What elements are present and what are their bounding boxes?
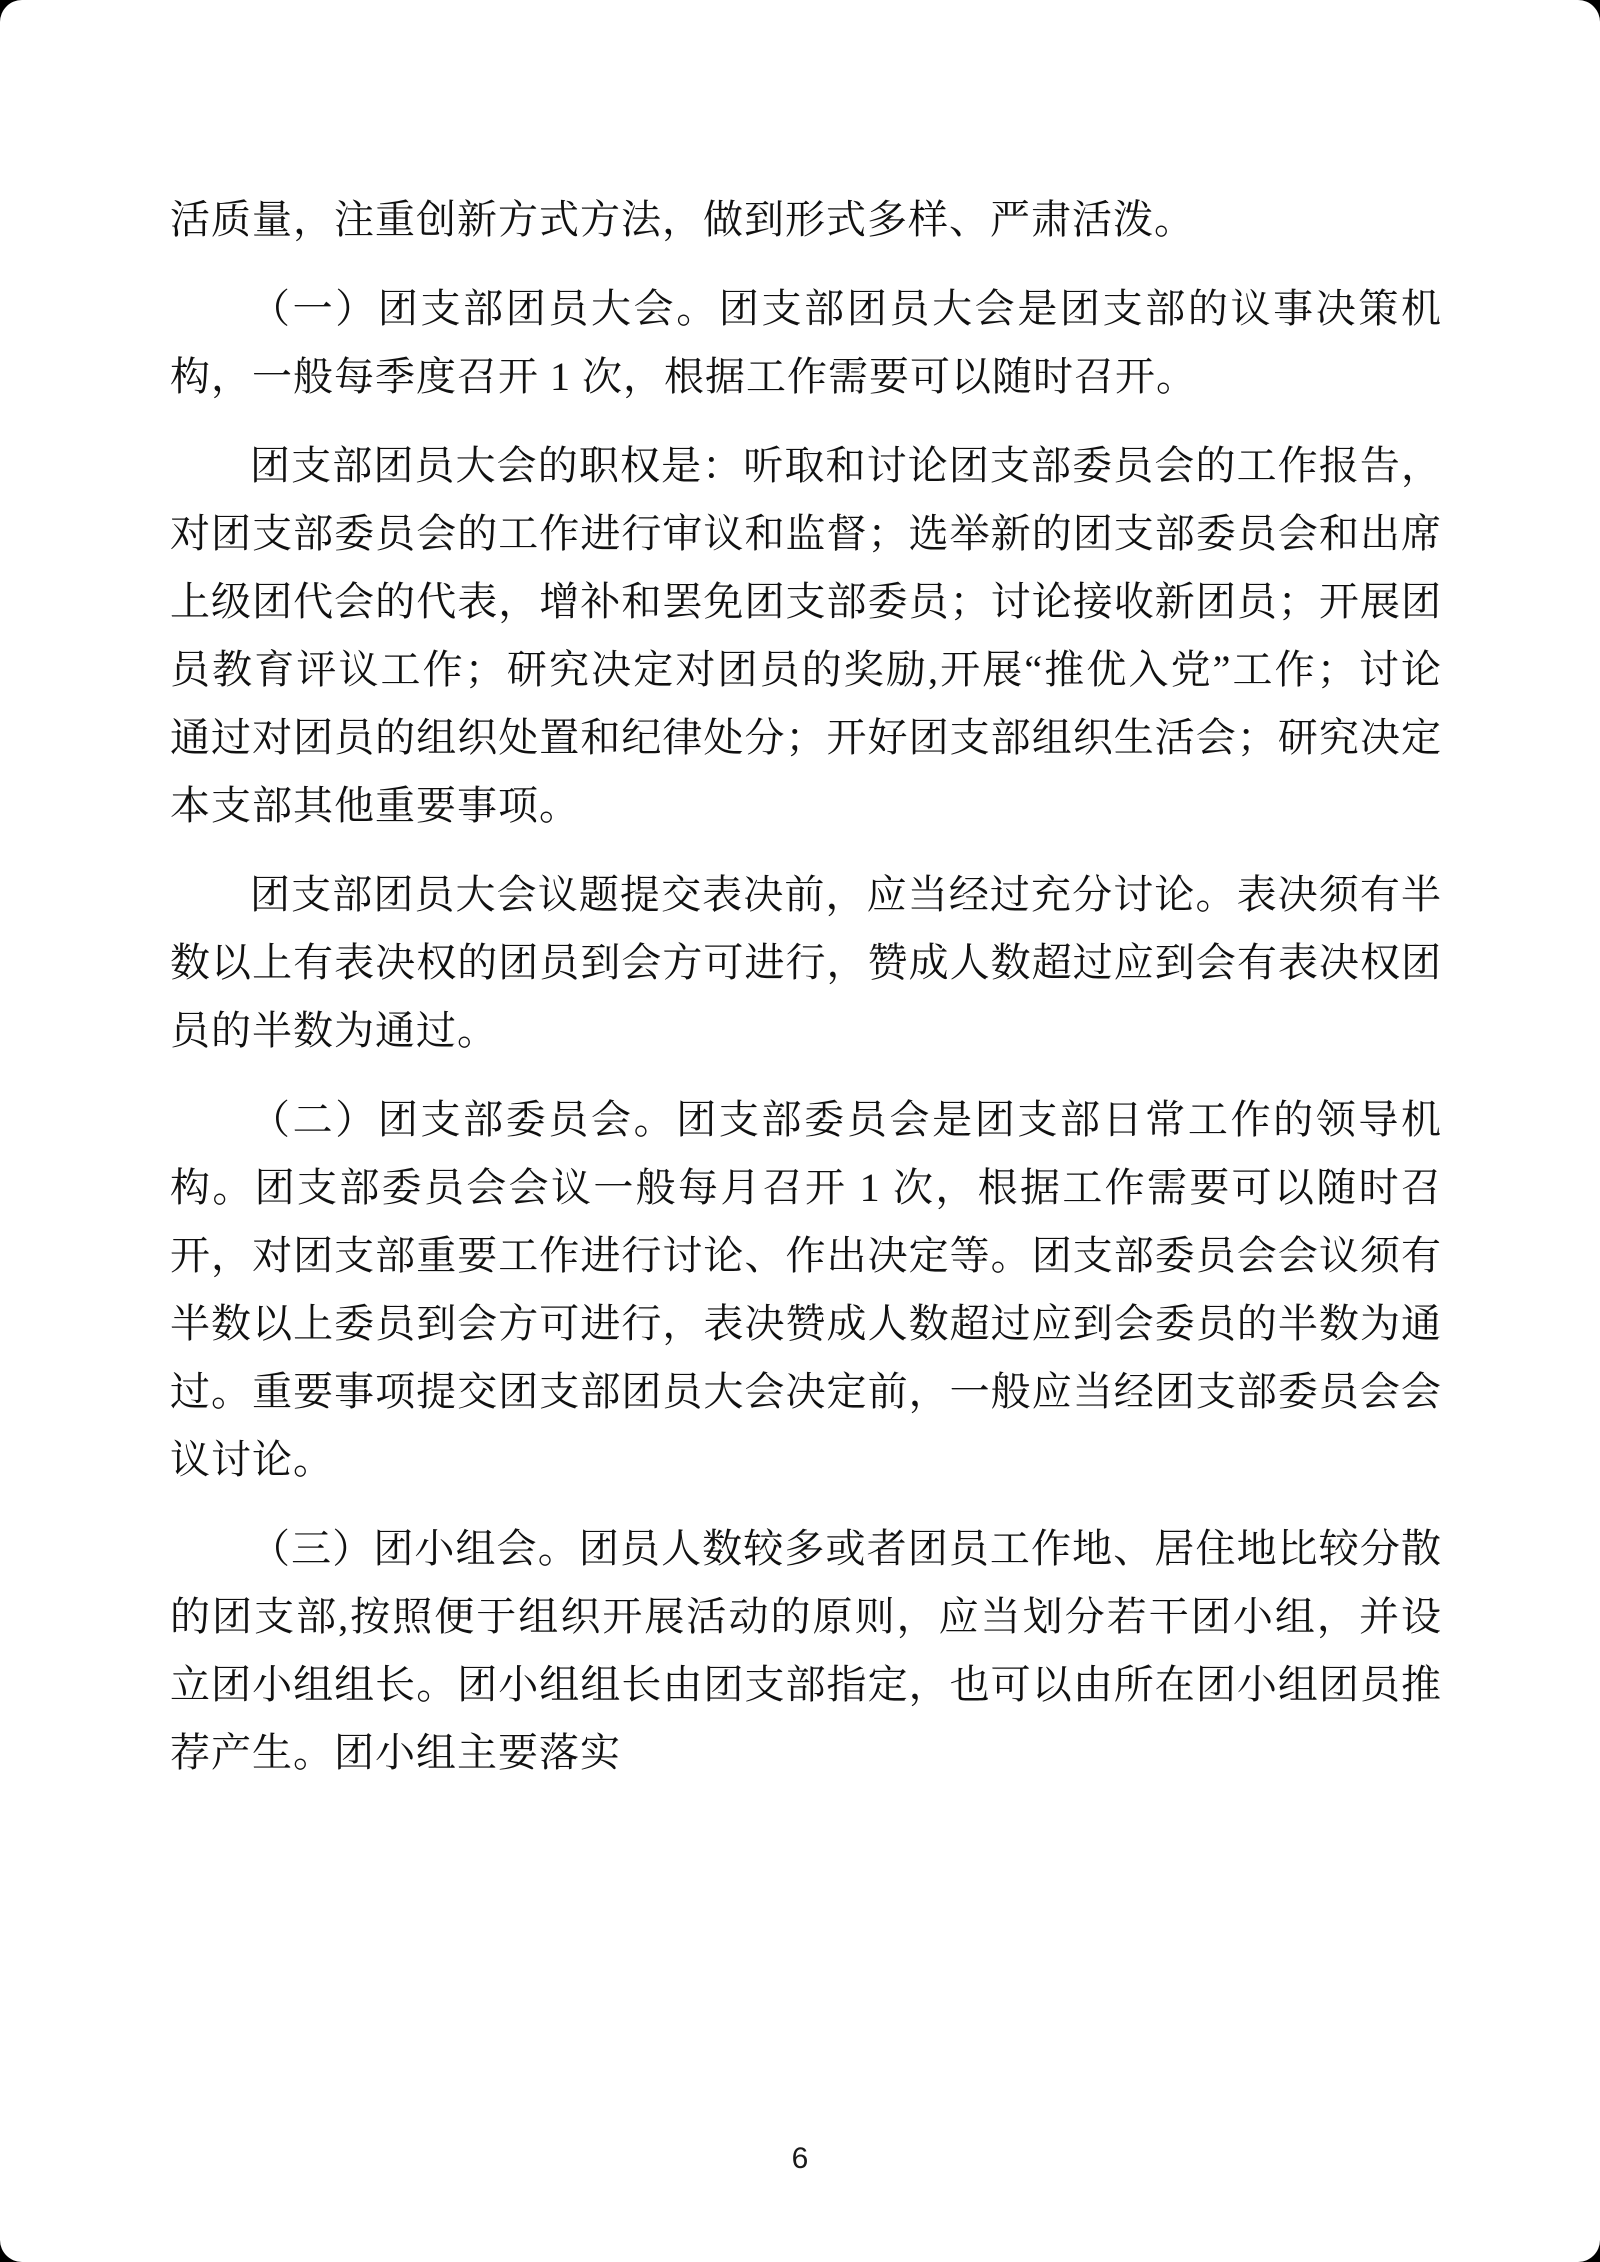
- paragraph-section-3-league-group-meeting: （三）团小组会。团员人数较多或者团员工作地、居住地比较分散的团支部,按照便于组织开展活动的原则，应当划分若干团小组，并设立团小组组长。团小组组长由团支部指定，也可以由所在团小组团员推荐产生。团小组主要落实: [170, 1526, 1442, 1775]
- paragraph-assembly-powers: 团支部团员大会的职权是：听取和讨论团支部委员会的工作报告，对团支部委员会的工作进行审议和监督；选举新的团支部委员会和出席上级团代会的代表，增补和罢免团支部委员；讨论接收新团员；开展团员教育评议工作；研究决定对团员的奖励,开展“推优入党”工作；讨论通过对团员的组织处置和纪律处分；开好团支部组织生活会；研究决定本支部其他重要事项。: [170, 443, 1442, 828]
- paragraph-section-1-league-member-assembly: （一）团支部团员大会。团支部团员大会是团支部的议事决策机构，一般每季度召开 1 次，根据工作需要可以随时召开。: [170, 286, 1442, 399]
- document-text-block: [170, 186, 1442, 1808]
- paragraph-continuation: 活质量，注重创新方式方法，做到形式多样、严肃活泼。: [170, 197, 1195, 242]
- page-number: 6: [791, 2142, 809, 2175]
- paragraph-voting-rules: 团支部团员大会议题提交表决前，应当经过充分讨论。表决须有半数以上有表决权的团员到会方可进行，赞成人数超过应到会有表决权团员的半数为通过。: [170, 872, 1442, 1053]
- paragraph-section-2-branch-committee: （二）团支部委员会。团支部委员会是团支部日常工作的领导机构。团支部委员会会议一般每月召开 1 次，根据工作需要可以随时召开，对团支部重要工作进行讨论、作出决定等。团支部委员会会议须有半数以上委员到会方可进行，表决赞成人数超过应到会委员的半数为通过。重要事项提交团支部团员大会决定前，一般应当经团支部委员会会议讨论。: [170, 1097, 1442, 1482]
